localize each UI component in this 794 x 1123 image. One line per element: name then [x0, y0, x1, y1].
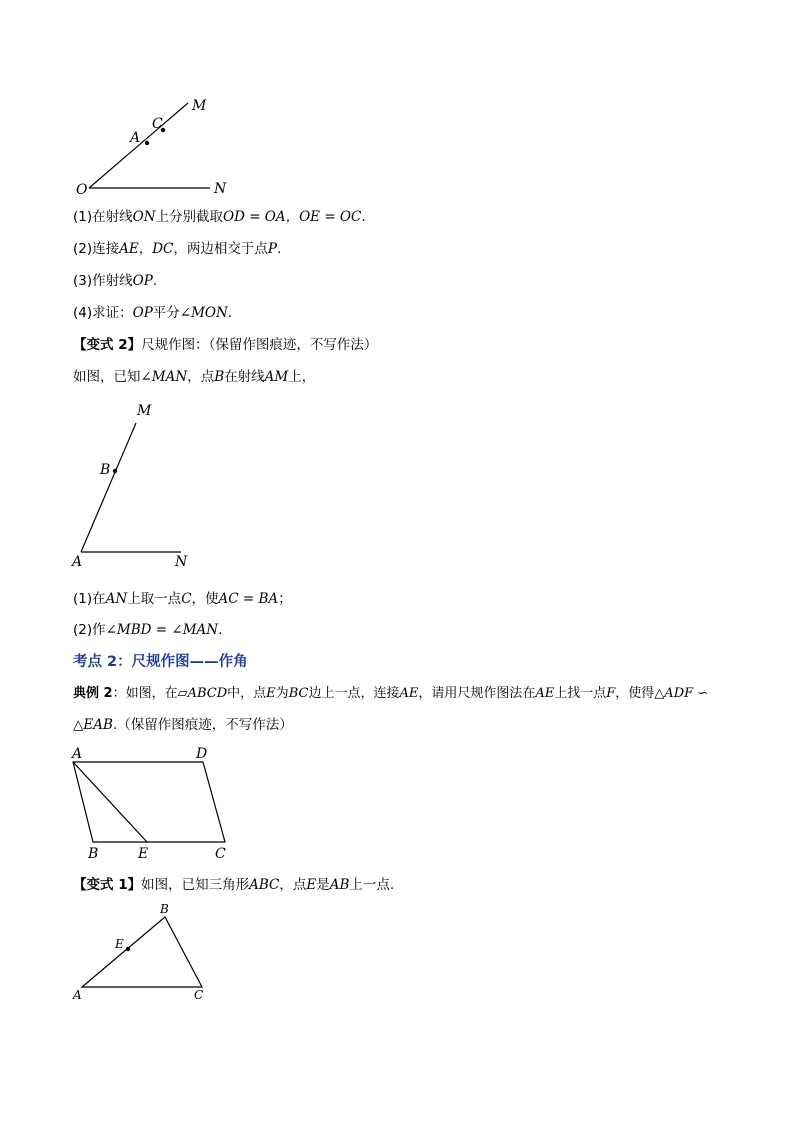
figure-angle-mon: [60, 90, 230, 200]
section-2-title: 考点 2：尺规作图——作角: [73, 654, 248, 670]
figure-angle-man: [60, 398, 210, 573]
point-e: [126, 947, 130, 951]
ray-am: [81, 423, 136, 552]
point-a: [145, 141, 149, 145]
parallelogram-abcd: [73, 762, 225, 842]
label-o: O: [76, 182, 88, 198]
task-2: (2)作∠MBD = ∠MAN.: [73, 622, 223, 638]
label-b: B: [88, 846, 99, 862]
label-n: N: [175, 554, 188, 570]
step-3: (3)作射线OP.: [73, 273, 158, 289]
step-1: (1)在射线ON上分别截取OD = OA，OE = OC.: [73, 209, 366, 225]
example-2-line-1: 典例 2：如图，在▱ABCD中，点E为BC边上一点，连接AE，请用尺规作图法在AE上找一点F，使得△ADF ∽: [73, 686, 709, 701]
label-n: N: [214, 181, 227, 197]
label-m: M: [192, 98, 207, 114]
variant-1-statement: 【变式 1】如图，已知三角形ABC，点E是AB上一点.: [73, 877, 395, 893]
segment-ae: [73, 762, 147, 842]
label-a: A: [130, 130, 141, 146]
figure-parallelogram: [60, 740, 250, 865]
label-e: E: [138, 846, 149, 862]
label-b: B: [100, 462, 111, 478]
variant-2-statement: 如图，已知∠MAN，点B在射线AM上，: [73, 369, 316, 385]
label-c: C: [152, 116, 163, 132]
label-a: A: [72, 554, 83, 570]
example-2-line-2: △EAB.（保留作图痕迹，不写作法）: [73, 717, 293, 733]
point-b: [113, 469, 117, 473]
label-b: B: [160, 902, 169, 916]
task-1: (1)在AN上取一点C，使AC = BA；: [73, 591, 292, 607]
label-d: D: [196, 746, 208, 762]
label-c: C: [194, 988, 204, 1002]
label-e: E: [115, 937, 124, 951]
figure-triangle: [60, 900, 230, 1010]
label-a: A: [72, 746, 83, 762]
label-a: A: [73, 988, 82, 1002]
label-c: C: [215, 846, 226, 862]
triangle-abc: [82, 917, 202, 987]
label-m: M: [137, 403, 152, 419]
step-2: (2)连接AE，DC，两边相交于点P.: [73, 241, 282, 257]
step-4: (4)求证：OP平分∠MON.: [73, 305, 233, 321]
variant-2-header: 【变式 2】尺规作图：（保留作图痕迹，不写作法）: [73, 337, 378, 353]
